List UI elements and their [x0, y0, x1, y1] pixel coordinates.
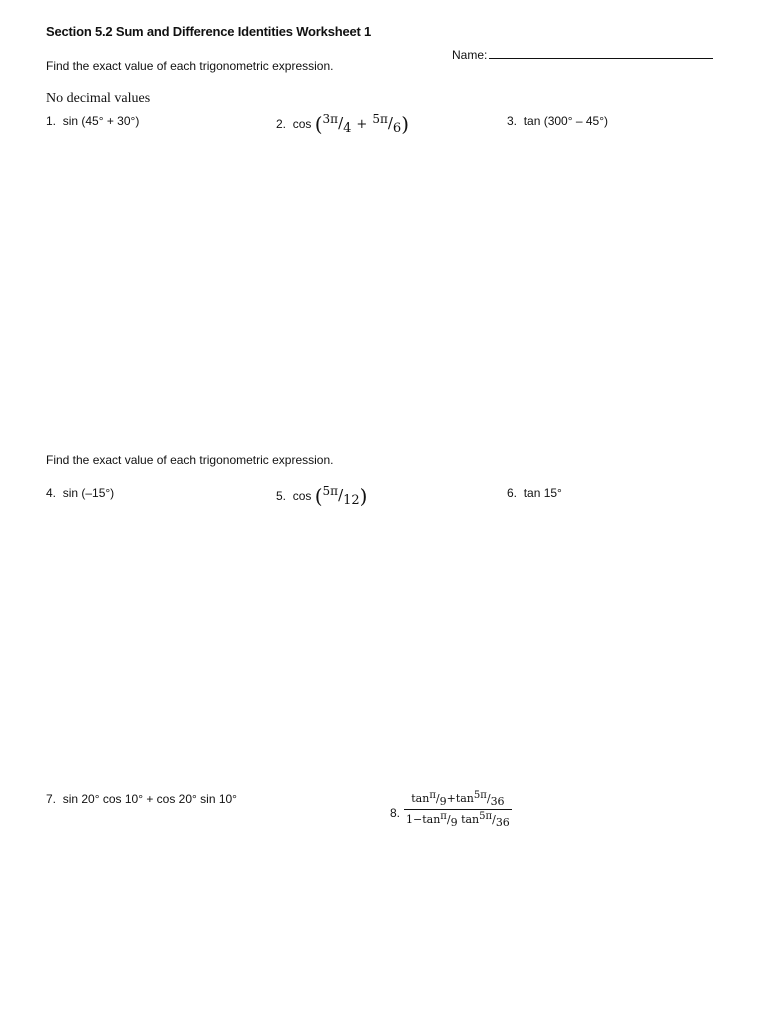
tan-text: tan: [455, 792, 474, 805]
close-paren: ): [359, 484, 368, 508]
slash: /: [387, 114, 393, 132]
problem-4-expression: sin (–15°): [62, 486, 115, 500]
problem-1: [46, 114, 139, 128]
problem-7-expression: sin 20° cos 10° + cos 20° sin 10°: [62, 792, 237, 806]
no-decimal-note: No decimal values: [46, 91, 151, 106]
name-label: Name:: [452, 48, 488, 62]
close-paren: ): [401, 112, 409, 136]
problem-5-number: 5.: [276, 489, 287, 503]
pi-sup: π: [440, 811, 447, 822]
worksheet-title: Section 5.2 Sum and Difference Identities Worksheet 1: [46, 24, 372, 39]
problem-8-denominator: 1−tanπ/9 tan5π/36: [406, 811, 510, 829]
section1-instruction: Find the exact value of each trigonometric expression.: [46, 59, 334, 73]
problem-4: [46, 486, 114, 500]
pi-sup: π: [429, 790, 436, 801]
name-blank-line: [489, 48, 713, 59]
tan-text: tan: [461, 813, 480, 826]
problem-2: [276, 112, 409, 136]
problem-8-numerator: tanπ/9+tan5π/36: [411, 790, 505, 808]
problem-1-number: 1.: [46, 114, 57, 128]
slash: /: [338, 486, 344, 504]
fraction-bar: [404, 809, 512, 810]
thirty-six-sub: 36: [495, 816, 510, 829]
plus-sign: +: [446, 792, 456, 805]
problem-2-term1-num: 3π: [322, 112, 339, 126]
problem-2-term1-den: 4: [343, 121, 352, 136]
problem-2-term2-num: 5π: [372, 112, 388, 126]
one-minus-tan-text: 1−tan: [406, 813, 441, 826]
thirty-six-sub: 36: [490, 795, 505, 808]
problem-6-number: 6.: [507, 486, 518, 500]
section2-instruction: Find the exact value of each trigonometric expression.: [46, 453, 334, 467]
nine-sub: 9: [439, 795, 447, 808]
name-field: [452, 48, 713, 62]
problem-5-num: 5π: [322, 484, 339, 498]
open-paren: (: [314, 484, 323, 508]
problem-2-func: cos: [292, 117, 312, 131]
five-pi-sup: 5π: [479, 811, 493, 822]
problem-6-expression: tan 15°: [523, 486, 562, 500]
problem-8-number: 8.: [390, 806, 401, 820]
problem-1-expression: sin (45° + 30°): [62, 114, 140, 128]
problem-3-number: 3.: [507, 114, 518, 128]
problem-7-number: 7.: [46, 792, 57, 806]
problem-7: [46, 792, 237, 806]
problem-4-number: 4.: [46, 486, 57, 500]
problem-5-den: 12: [343, 493, 360, 508]
problem-6: [507, 486, 562, 500]
slash: /: [338, 114, 344, 132]
problem-2-number: 2.: [276, 117, 287, 131]
problem-3: [507, 114, 608, 128]
problem-5-func: cos: [292, 489, 312, 503]
nine-sub: 9: [450, 816, 458, 829]
problem-2-op: +: [356, 117, 368, 132]
problem-3-expression: tan (300° – 45°): [523, 114, 609, 128]
tan-text: tan: [411, 792, 430, 805]
problem-8-fraction: [404, 790, 512, 829]
five-pi-sup: 5π: [473, 790, 487, 801]
open-paren: (: [314, 112, 323, 136]
problem-2-term2-den: 6: [392, 121, 402, 136]
problem-5: [276, 484, 367, 508]
